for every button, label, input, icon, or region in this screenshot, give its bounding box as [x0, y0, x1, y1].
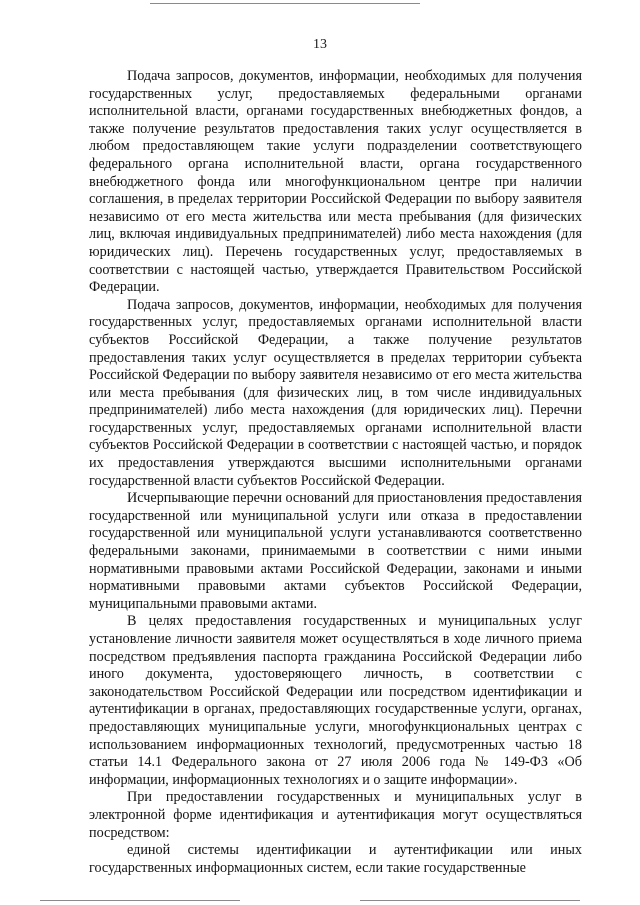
paragraph-esia: единой системы идентификации и аутентификации или иных государственных информационных систем, если такие государственные [89, 842, 582, 876]
page-number: 13 [313, 37, 327, 52]
document-body [89, 68, 582, 877]
paragraph-electronic-form: При предоставлении государственных и муниципальных услуг в электронной форме идентификация и аутентификация могут осуществляться посредством: [89, 789, 582, 841]
paragraph-refusal-grounds: Исчерпывающие перечни оснований для приостановления предоставления государственной или муниципальной услуги или отказа в предоставлении государственной или муниципальной услуги устанавливаются соответственно федеральными законами, принимаемыми в соответствии с ними иными нормативными правовыми актами Российской Федерации, законами и иными нормативными правовыми актами субъектов Российской Федерации, муниципальными правовыми актами. [89, 490, 582, 612]
bottom-scan-edge-right [360, 900, 580, 901]
paragraph-regional-services: Подача запросов, документов, информации, необходимых для получения государственных услуг, предоставляемых органами исполнительной власти субъектов Российской Федерации, а также получение результатов предоставления таких услуг осуществляется в пределах территории субъекта Российской Федерации по выбору заявителя независимо от его места жительства или места пребывания (для физических лиц, в том числе индивидуальных предпринимателей) либо места нахождения (для юридических лиц). Перечни государственных услуг, предоставляемых органами исполнительной власти субъектов Российской Федерации в соответствии с настоящей частью, и порядок их предоставления утверждаются высшими исполнительными органами государственной власти субъектов Российской Федерации. [89, 296, 582, 489]
paragraph-identity-verification: В целях предоставления государственных и муниципальных услуг установление личности заявителя может осуществляться в ходе личного приема посредством предъявления паспорта гражданина Российской Федерации либо иного документа, удостоверяющего личность, в соответствии с законодательством Российской Федерации или посредством идентификации и аутентификации в органах, предоставляющих государственные услуги, органах, предоставляющих муниципальные услуги, многофункциональных центрах с использованием информационных технологий, предусмотренных частью 18 статьи 14.1 Федерального закона от 27 июля 2006 года № 149-ФЗ «Об информации, информационных технологиях и о защите информации». [89, 613, 582, 788]
top-scan-edge [150, 3, 420, 4]
paragraph-federal-services: Подача запросов, документов, информации, необходимых для получения государственных услуг, предоставляемых федеральными органами исполнительной власти, органами государственных внебюджетных фондов, а также получение результатов предоставления таких услуг осуществляется в любом предоставляющем такие услуги подразделении соответствующего федерального органа исполнительной власти, органа государственного внебюджетного фонда или многофункциональном центре при наличии соглашения, в пределах территории Российской Федерации по выбору заявителя независимо от его места жительства или места пребывания (для физических лиц, включая индивидуальных предпринимателей) либо места нахождения (для юридических лиц). Перечень государственных услуг, предоставляемых в соответствии с настоящей частью, утверждается Правительством Российской Федерации. [89, 68, 582, 296]
bottom-scan-edge [40, 900, 240, 901]
